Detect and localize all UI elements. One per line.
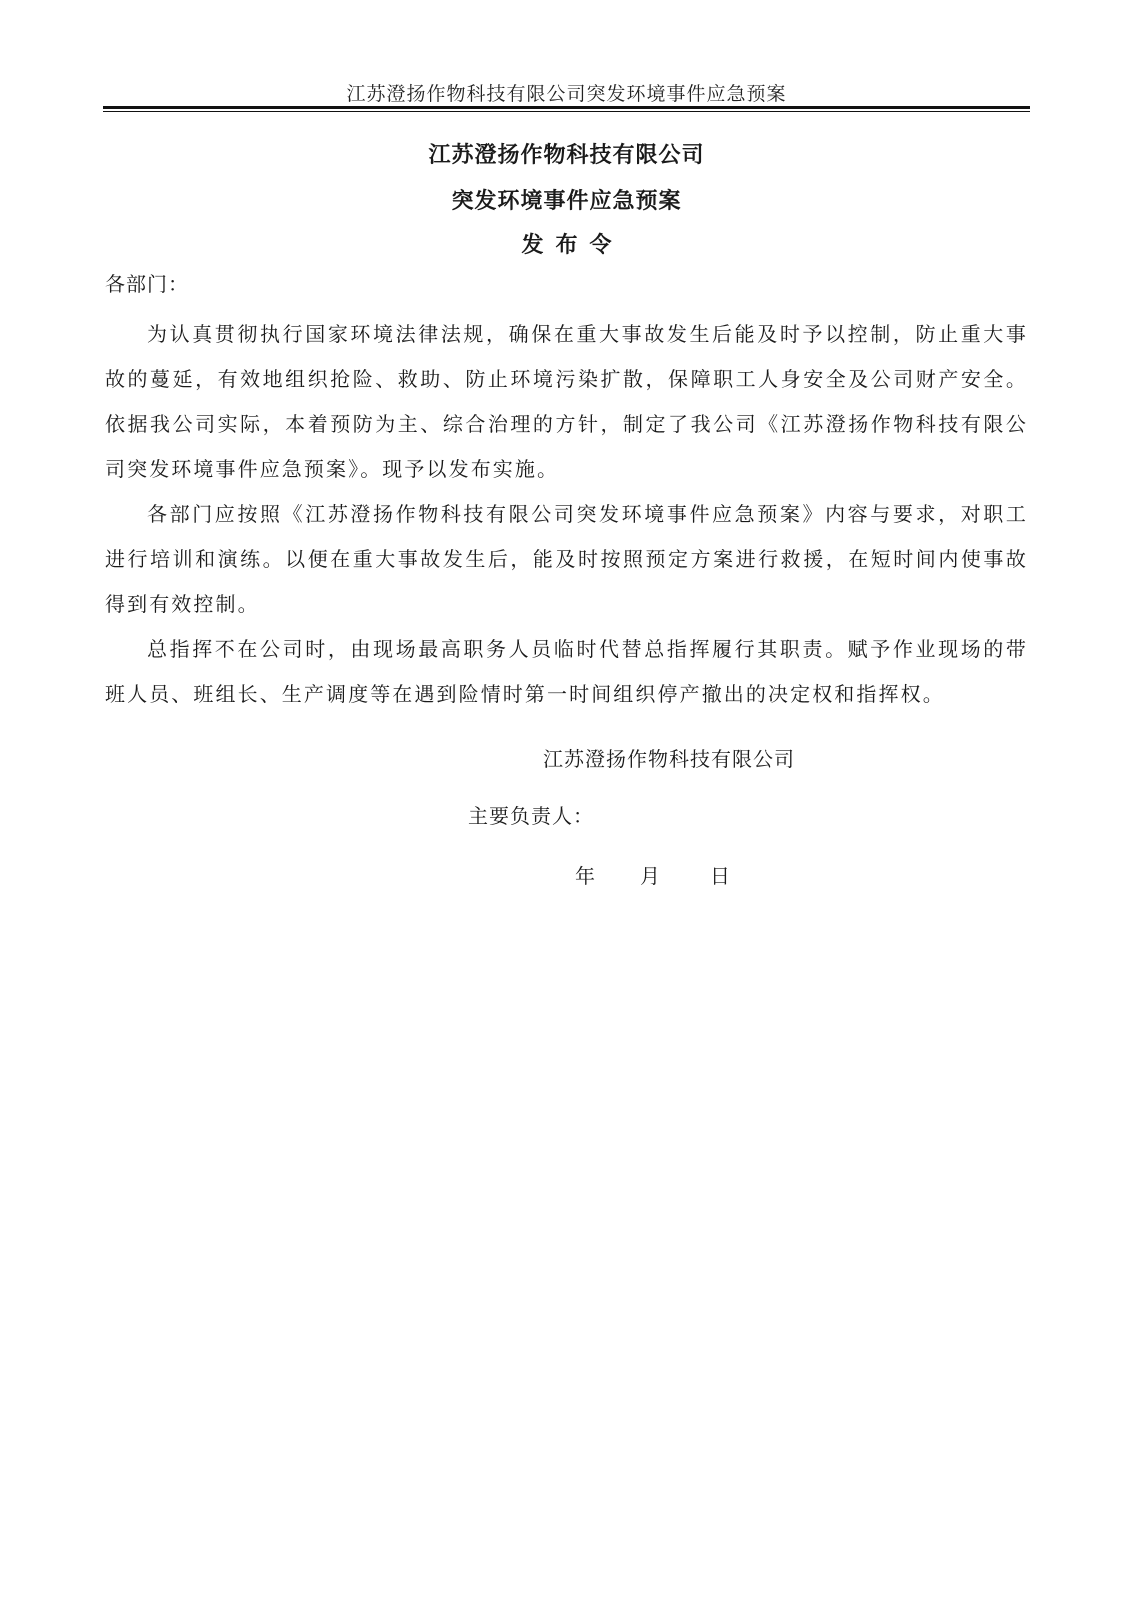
body-text	[105, 312, 1028, 717]
paragraph: 各部门应按照《江苏澄扬作物科技有限公司突发环境事件应急预案》内容与要求，对职工进行培训和演练。以便在重大事故发生后，能及时按照预定方案进行救援，在短时间内使事故得到有效控制。	[105, 502, 1028, 616]
signature-company: 江苏澄扬作物科技有限公司	[543, 747, 795, 771]
signature-person-label: 主要负责人：	[468, 804, 594, 828]
salutation: 各部门：	[105, 272, 189, 296]
document-title-company: 江苏澄扬作物科技有限公司	[428, 142, 705, 168]
document-title-plan: 突发环境事件应急预案	[451, 188, 682, 214]
running-header: 江苏澄扬作物科技有限公司突发环境事件应急预案	[346, 83, 787, 105]
date-month-label: 月	[640, 864, 660, 888]
header-rule-thin	[103, 111, 1030, 112]
header-rule-thick	[103, 106, 1030, 109]
paragraph: 总指挥不在公司时，由现场最高职务人员临时代替总指挥履行其职责。赋予作业现场的带班人员、班组长、生产调度等在遇到险情时第一时间组织停产撤出的决定权和指挥权。	[105, 637, 1028, 706]
document-title-order: 发布令	[521, 232, 624, 258]
paragraph: 为认真贯彻执行国家环境法律法规，确保在重大事故发生后能及时予以控制，防止重大事故的蔓延，有效地组织抢险、救助、防止环境污染扩散，保障职工人身安全及公司财产安全。依据我公司实际，本着预防为主、综合治理的方针，制定了我公司《江苏澄扬作物科技有限公司突发环境事件应急预案》。现予以发布实施。	[105, 322, 1028, 481]
date-year-label: 年	[575, 864, 595, 888]
date-day-label: 日	[710, 864, 730, 888]
